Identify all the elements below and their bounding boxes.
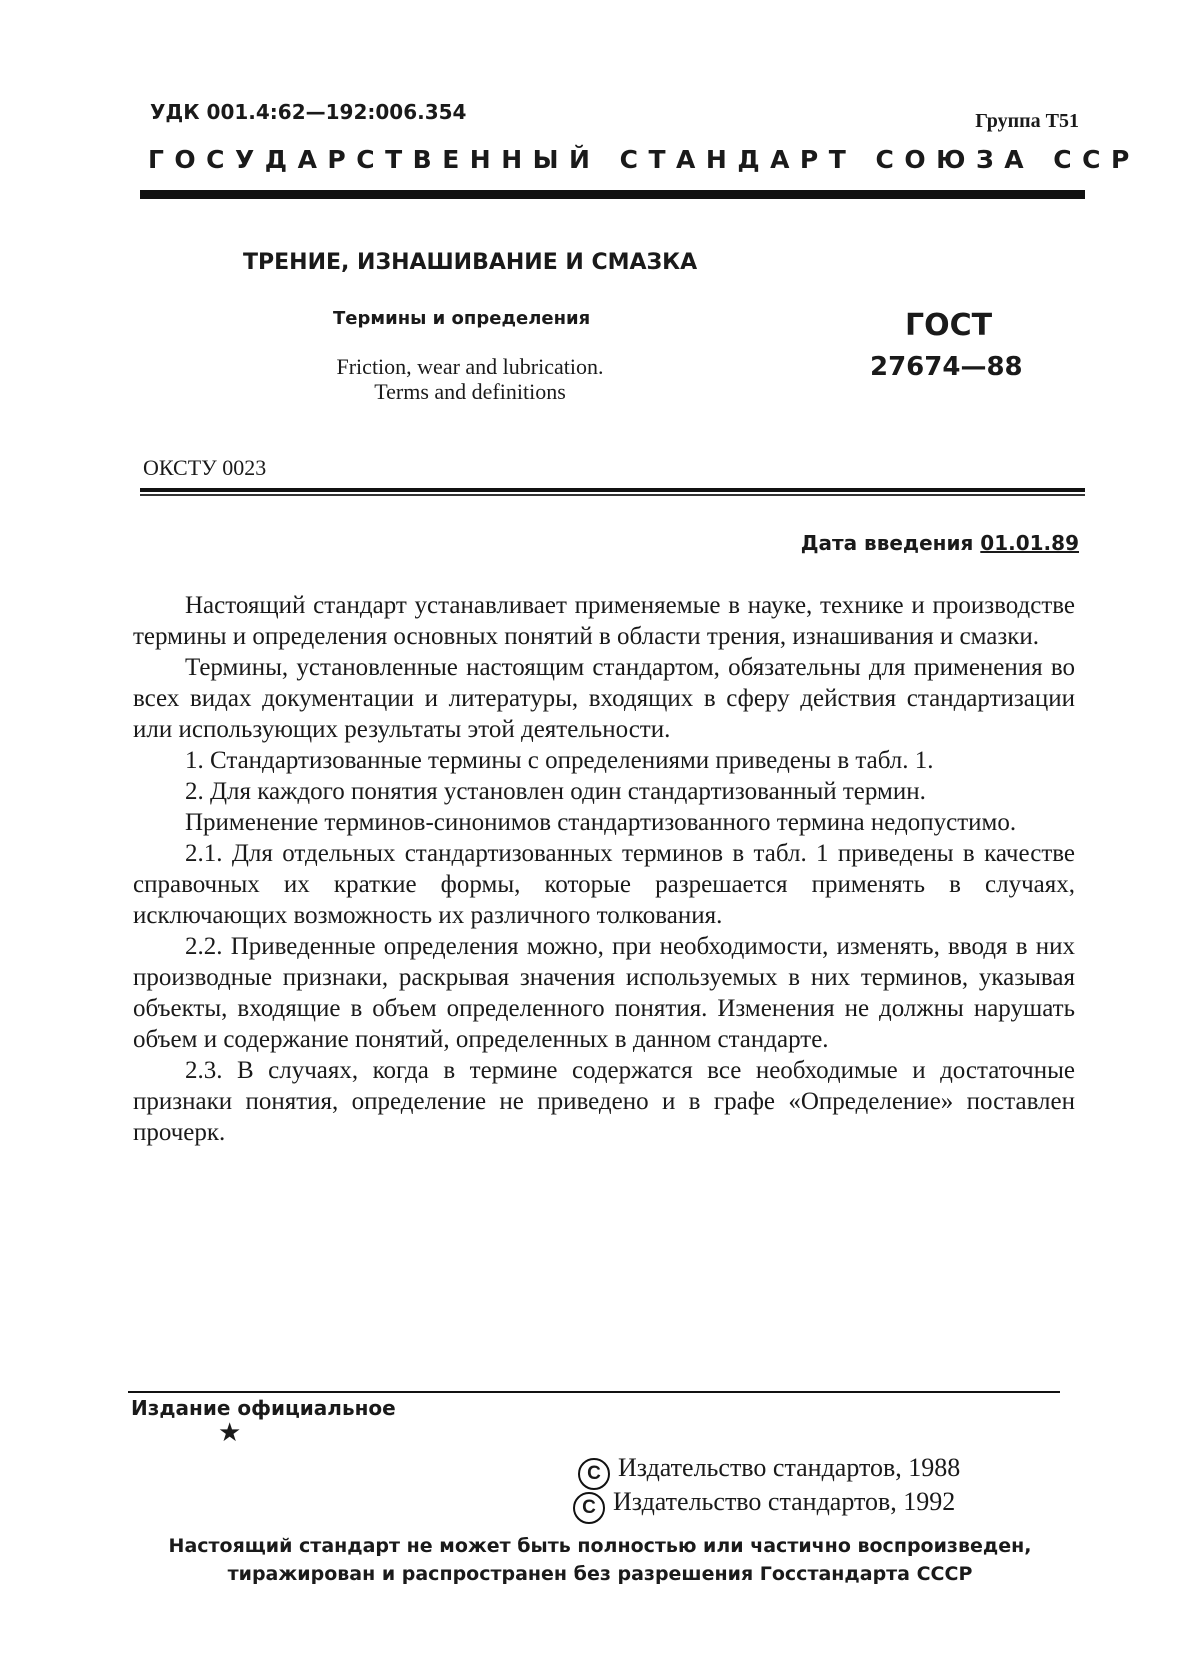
bottom-rule-divider (128, 1391, 1060, 1393)
introduction-date-value: 01.01.89 (980, 531, 1079, 555)
introduction-date-label: Дата введения (800, 531, 974, 555)
group-code: Группа Т51 (975, 110, 1079, 132)
copyright-text: Издательство стандартов, 1988 (618, 1453, 961, 1482)
udk-code: УДК 001.4:62—192:006.354 (150, 100, 467, 124)
document-title: ТРЕНИЕ, ИЗНАШИВАНИЕ И СМАЗКА (243, 250, 698, 275)
middle-rule-divider (140, 488, 1085, 492)
body-paragraph: 2.1. Для отдельных стандартизованных терминов в табл. 1 приведены в качестве справочных их краткие формы, которые разрешается применять в случаях, исключающих возможность их различного толкования. (133, 840, 1075, 929)
body-paragraph: 1. Стандартизованные термины с определениями приведены в табл. 1. (185, 747, 934, 774)
body-text (133, 590, 1075, 1148)
copyright-line-1992 (573, 1487, 955, 1524)
top-rule-divider (140, 190, 1085, 199)
gost-number: 27674—88 (870, 352, 1023, 382)
body-paragraph: 2. Для каждого понятия установлен один стандартизованный термин. (185, 778, 926, 805)
middle-rule-divider-thin (140, 494, 1085, 496)
official-edition-label: Издание официальное (131, 1396, 396, 1420)
body-paragraph: 2.3. В случаях, когда в термине содержатся все необходимые и достаточные признаки понятия, определение не приведено и в графе «Определение» поставлен прочерк. (133, 1057, 1075, 1146)
copyright-text: Издательство стандартов, 1992 (613, 1487, 956, 1516)
star-icon: ★ (218, 1418, 242, 1447)
reproduction-notice-line-1: Настоящий стандарт не может быть полностью или частично воспроизведен, (168, 1535, 1032, 1557)
english-title-line-2: Terms and definitions (374, 379, 566, 404)
reproduction-notice (150, 1532, 1050, 1588)
english-title (290, 354, 650, 404)
state-standard-heading: ГОСУДАРСТВЕННЫЙ СТАНДАРТ СОЮЗА ССР (148, 145, 1140, 174)
english-title-line-1: Friction, wear and lubrication. (336, 354, 604, 379)
copyright-icon: C (573, 1492, 605, 1524)
okstu-code: ОКСТУ 0023 (143, 455, 267, 480)
copyright-icon: C (578, 1458, 610, 1490)
reproduction-notice-line-2: тиражирован и распространен без разрешения Госстандарта СССР (227, 1563, 973, 1585)
document-subtitle: Термины и определения (333, 308, 591, 329)
body-paragraph: 2.2. Приведенные определения можно, при необходимости, изменять, вводя в них производные признаки, раскрывая значения используемых в них терминов, указывая объекты, входящие в объем определенного понятия. Изменения не должны нарушать объем и содержание понятий, определенных в данном стандарте. (133, 933, 1075, 1053)
copyright-line-1988 (578, 1453, 960, 1490)
body-paragraph: Настоящий стандарт устанавливает применяемые в науке, технике и производстве термины и определения основных понятий в области трения, изнашивания и смазки. (133, 592, 1075, 650)
gost-label: ГОСТ (905, 308, 993, 343)
body-paragraph: Термины, установленные настоящим стандартом, обязательны для применения во всех видах документации и литературы, входящих в сферу действия стандартизации или использующих результаты этой деятельности. (133, 654, 1075, 743)
body-paragraph: Применение терминов-синонимов стандартизованного термина недопустимо. (185, 809, 1017, 836)
introduction-date (801, 531, 1079, 555)
